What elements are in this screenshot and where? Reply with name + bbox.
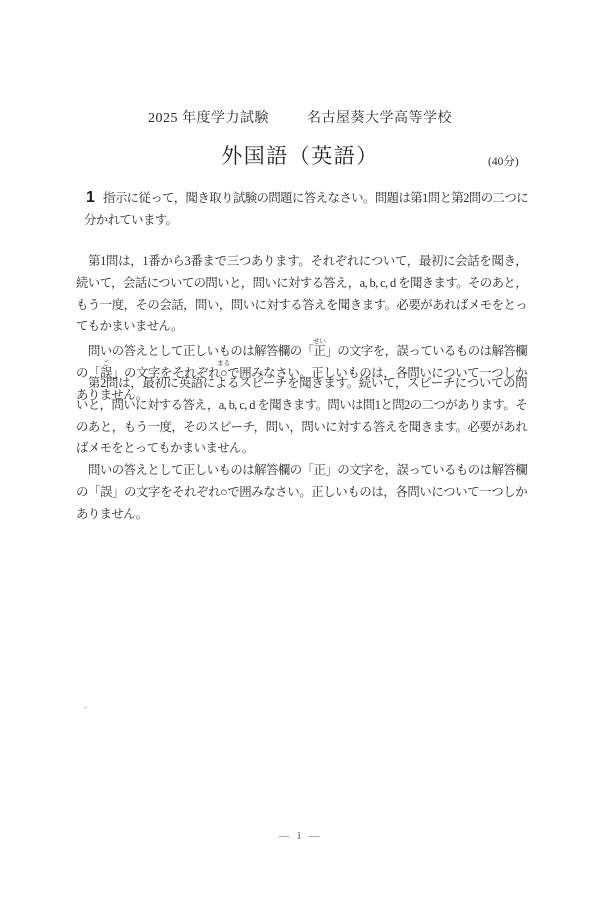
question-1-instruction: 指示に従って，聞き取り試験の問題に答えなさい。問題は第1問と第2問の二つに分かれています。 xyxy=(84,191,528,227)
question-1-section xyxy=(84,188,528,232)
part2-block xyxy=(76,373,527,526)
scan-artifact-dot xyxy=(84,706,87,709)
part2-description: 第2問は，最初に英語によるスピーチを聞きます。続いて，スピーチについての問いと，問いに対する答え，a, b, c, d を聞きます。問いは問1と問2の二つがあります。そのあと，もう一度，そのスピーチ，問い，問いに対する答えを聞きます。必要があればメモをとってもかまいません。 xyxy=(76,376,527,456)
answer-rule-segment-pre: 問いの答えとして正しいものは解答欄の「 xyxy=(88,344,314,359)
exam-session-text: 2025 年度学力試験 xyxy=(148,111,269,126)
answer-rule-segment-mid2: 」の文字をそれぞれ xyxy=(112,365,221,380)
exam-header xyxy=(0,107,600,127)
page-number: — 1 — xyxy=(278,830,322,842)
duration-label: (40分) xyxy=(488,156,519,168)
subject-title: 外国語（英語） xyxy=(221,144,379,168)
ruby-sei xyxy=(312,338,326,359)
school-name-text: 名古屋葵大学高等学校 xyxy=(307,111,452,126)
question-1-number: 1 xyxy=(86,189,95,206)
ruby-sei-base: 正 xyxy=(312,344,326,359)
ruby-sei-furigana: せい xyxy=(312,338,326,346)
ruby-maru-furigana: まる xyxy=(217,359,231,367)
ruby-go-furigana: ご xyxy=(100,359,112,367)
answer-rule-segment-mid1: 」の文字を，誤っているものは解答欄の「 xyxy=(76,344,527,380)
ruby-go-base: 誤 xyxy=(100,365,113,380)
part2-answer-rule: 問いの答えとして正しいものは解答欄の「正」の文字を，誤っているものは解答欄の「誤」の文字をそれぞれ○で囲みなさい。正しいものは，各問いについて一つしかありません。 xyxy=(76,463,527,521)
part1-description: 第1問は，1番から3番まで三つあります。それぞれについて，最初に会話を聞き，続いて，会話についての問いと，問いに対する答え，a, b, c, d を聞きます。そのあと，もう一度，その会話，問い，問いに対する答えを聞きます。必要があればメモをとってもかまいません。 xyxy=(76,254,527,334)
answer-rule-segment-post: で囲みなさい。正しいものは，各問いについて一つしかありません。 xyxy=(76,365,527,402)
page-footer xyxy=(0,830,600,842)
ruby-maru-base: ○ xyxy=(217,365,231,380)
